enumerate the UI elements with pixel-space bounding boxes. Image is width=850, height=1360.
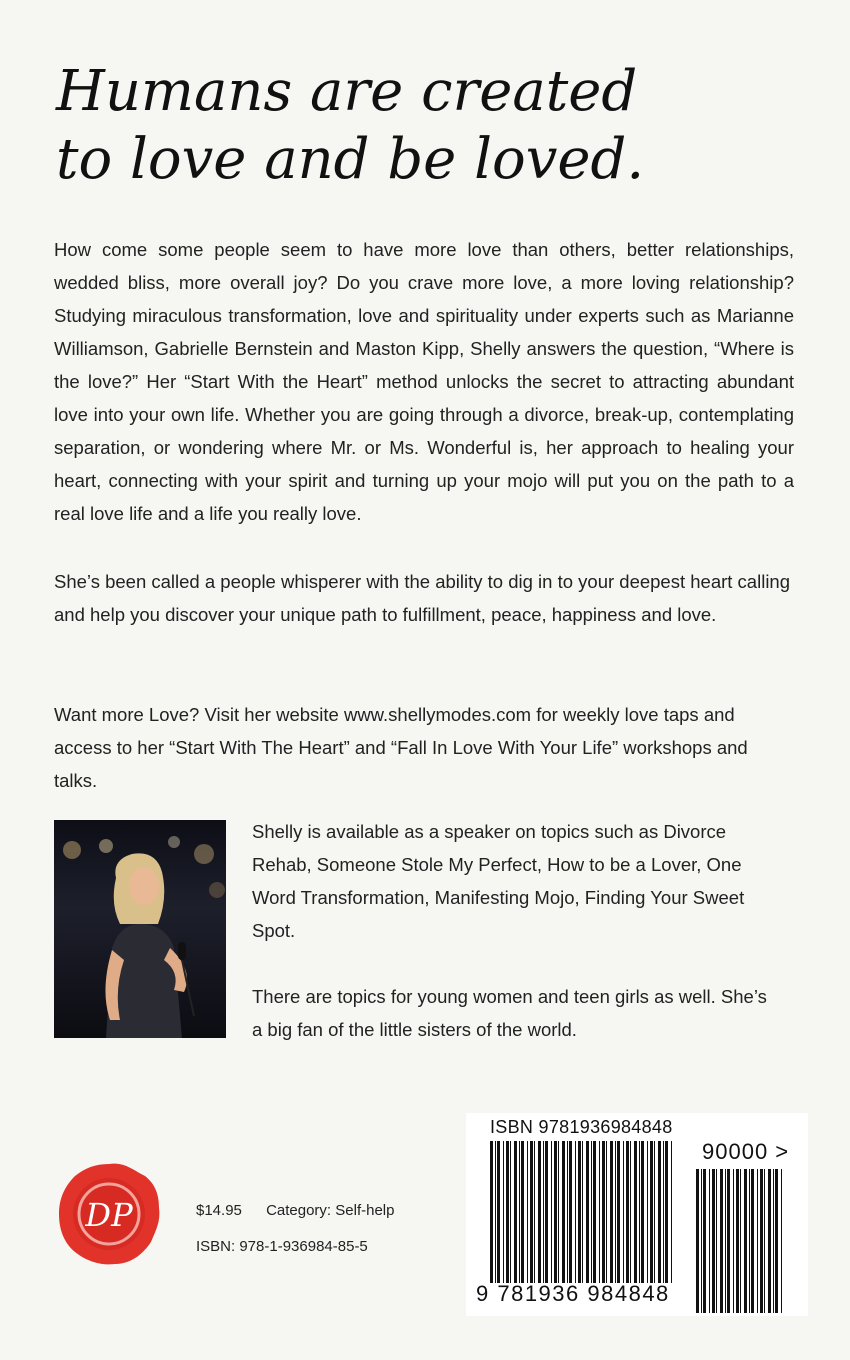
barcode-bar [593, 1141, 596, 1283]
barcode-bar [617, 1141, 620, 1283]
category-text: Category: Self-help [266, 1202, 395, 1219]
barcode-bar [781, 1169, 782, 1313]
barcode-bar [490, 1141, 493, 1283]
barcode-bar [562, 1141, 565, 1283]
barcode-bar [510, 1141, 511, 1283]
barcode-bar [701, 1169, 702, 1313]
isbn-text: ISBN: 978-1-936984-85-5 [196, 1238, 368, 1255]
barcode-bar [760, 1169, 763, 1313]
description-paragraph: How come some people seem to have more love than others, better relationships, wedded bliss, more overall joy? Do you crave more love, a more loving relationship? Studying miraculous transformation, love and spirituality under experts such as Marianne Williamson, Gabrielle Bernstein and Maston Kipp, Shelly answers the question, “Where is the love?” Her “Start With the Heart” method unlocks the secret to attracting abundant love into your own life. Whether you are going through a divorce, break-up, contemplating separation, or wondering where Mr. or Ms. Wonderful is, her approach to healing your heart, connecting with your spirit and turning up your mojo will put you on the path to a real love life and a life you really love. [54, 239, 794, 524]
barcode-bar [768, 1169, 771, 1313]
barcode-bar [610, 1141, 613, 1283]
headline-line-1: Humans are created [56, 59, 638, 124]
barcode-bar [521, 1141, 524, 1283]
barcode-bar [740, 1169, 741, 1313]
barcode-bar [709, 1169, 710, 1313]
speaker-topics-text: Shelly is available as a speaker on topics such as Divorce Rehab, Someone Stole My Perfect, How to be a Lover, One Word Transformation, Manifesting Mojo, Finding Your Sweet Spot. [252, 821, 745, 941]
publisher-seal-logo [55, 1160, 163, 1268]
barcode-bar [725, 1169, 726, 1313]
barcode-bar [773, 1169, 774, 1313]
barcode-bar [530, 1141, 533, 1283]
headline-line-2: to love and be loved. [56, 127, 645, 192]
barcode-bar [744, 1169, 747, 1313]
author-photo-illustration [54, 820, 226, 1038]
barcode-bar [654, 1141, 655, 1283]
barcode-bar [582, 1141, 583, 1283]
price-text: $14.95 [196, 1202, 242, 1219]
barcode-bar [703, 1169, 706, 1313]
barcode-bar [641, 1141, 644, 1283]
headline [56, 58, 756, 194]
barcode-bar [586, 1141, 589, 1283]
barcode-box [466, 1113, 808, 1316]
barcode-bar [538, 1141, 541, 1283]
barcode-bar [671, 1141, 672, 1283]
barcode-bar [716, 1169, 717, 1313]
barcode-bar [551, 1141, 552, 1283]
barcode-bar [602, 1141, 605, 1283]
barcode-bar [495, 1141, 496, 1283]
barcode-bar [519, 1141, 520, 1283]
barcode-bar [751, 1169, 754, 1313]
barcode-bar [626, 1141, 629, 1283]
wax-seal-icon [55, 1160, 163, 1268]
barcode-bar [514, 1141, 517, 1283]
barcode-bar [764, 1169, 765, 1313]
barcode-bar [720, 1169, 723, 1313]
barcode-bar [630, 1141, 631, 1283]
seal-initials: DP [85, 1196, 133, 1234]
barcode-bar [606, 1141, 607, 1283]
barcode-bar [712, 1169, 715, 1313]
price-category-row [196, 1202, 414, 1219]
barcode-bar [665, 1141, 668, 1283]
barcode-bar [569, 1141, 572, 1283]
barcode-bar [599, 1141, 600, 1283]
website-paragraph: Want more Love? Visit her website www.shellymodes.com for weekly love taps and access to her “Start With The Heart” and “Fall In Love With Your Life” workshops and talks. [54, 704, 748, 791]
barcode-digits: 9 781936 984848 [476, 1281, 670, 1306]
barcode-bar [545, 1141, 548, 1283]
barcode-bar [567, 1141, 568, 1283]
barcode-bar [727, 1169, 730, 1313]
barcode-bar [497, 1141, 500, 1283]
barcode-bar [558, 1141, 559, 1283]
barcode-bar [634, 1141, 637, 1283]
barcode-bar [650, 1141, 653, 1283]
barcode-bar [639, 1141, 640, 1283]
barcode-bar [623, 1141, 624, 1283]
barcode-bar [575, 1141, 576, 1283]
barcode-bar [749, 1169, 750, 1313]
barcode-bar [658, 1141, 661, 1283]
barcode-bar [534, 1141, 535, 1283]
barcode-bar [663, 1141, 664, 1283]
barcode-bar [696, 1169, 699, 1313]
barcode-bar [615, 1141, 616, 1283]
barcode-bar [543, 1141, 544, 1283]
barcode-bar [736, 1169, 739, 1313]
barcode-addon-price: 90000 > [702, 1139, 790, 1164]
barcode-bar [578, 1141, 581, 1283]
barcode-bar [503, 1141, 504, 1283]
author-photo [54, 820, 226, 1038]
people-whisperer-paragraph: She’s been called a people whisperer with the ability to dig in to your deepest heart calling and help you discover your unique path to fulfillment, peace, happiness and love. [54, 571, 791, 625]
barcode-bar [527, 1141, 528, 1283]
barcode-bar [775, 1169, 778, 1313]
young-women-topics-text: There are topics for young women and teen girls as well. She’s a big fan of the little sisters of the world. [252, 986, 767, 1040]
barcode-bar [733, 1169, 734, 1313]
barcode-bar [757, 1169, 758, 1313]
barcode-bar [554, 1141, 557, 1283]
barcode-bar [591, 1141, 592, 1283]
barcode-bar [647, 1141, 648, 1283]
barcode-bar [506, 1141, 509, 1283]
barcode-isbn-label: ISBN 9781936984848 [490, 1117, 673, 1137]
